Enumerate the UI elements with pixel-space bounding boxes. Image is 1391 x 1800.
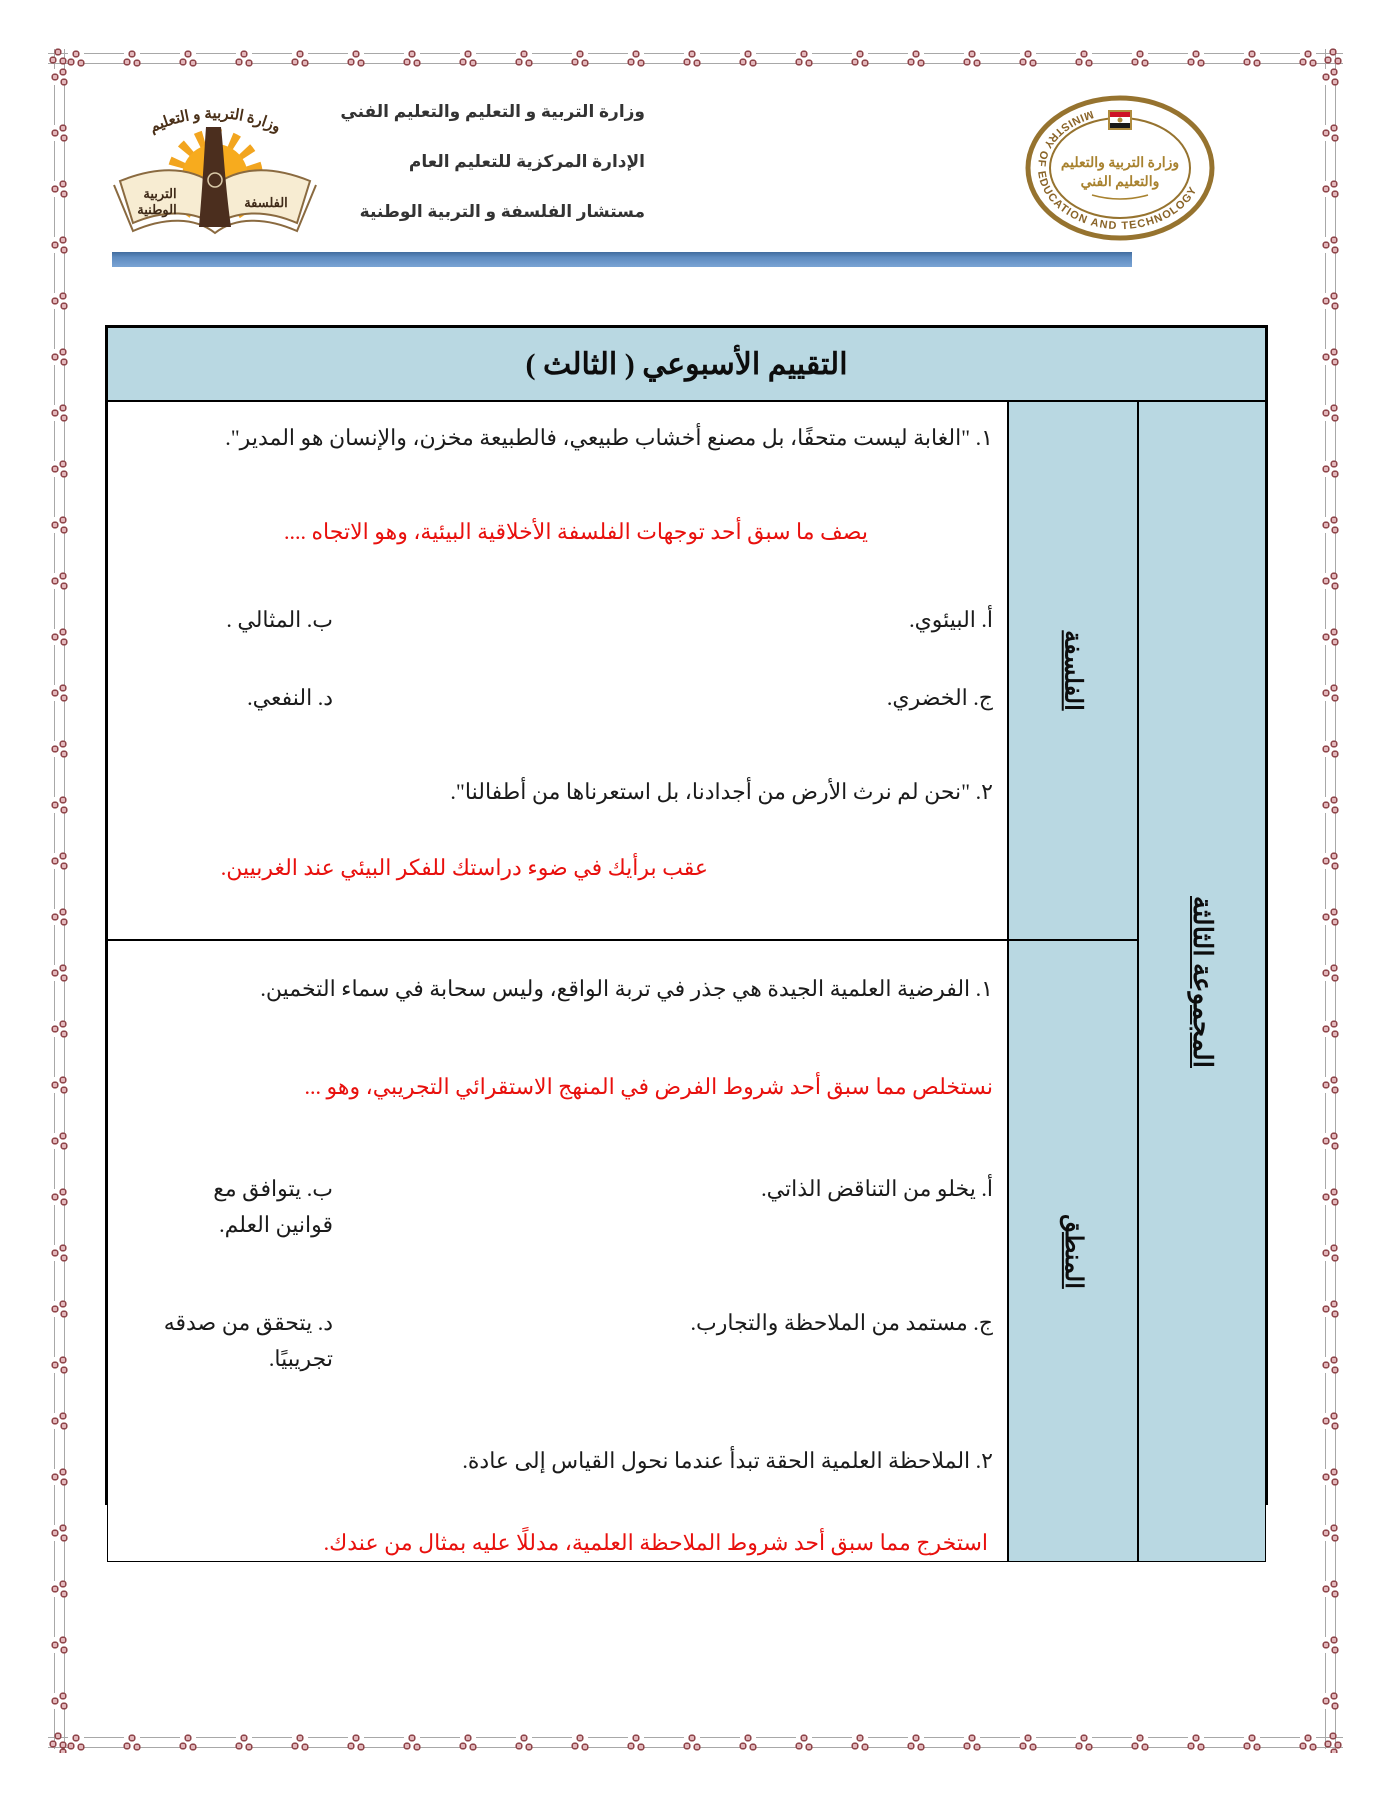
logic-option-d: د. يتحقق من صدقه تجريبيًا. <box>163 1310 333 1371</box>
logic-section <box>107 940 1008 1562</box>
logo-left-page-label-1: التربية <box>143 186 177 201</box>
assessment-table <box>105 325 1268 1555</box>
assessment-title: التقييم الأسبوعي ( الثالث ) <box>107 327 1266 401</box>
border-corner-dots <box>48 1731 68 1751</box>
logic-subject-cell <box>1008 940 1138 1562</box>
logic-question-2-instruction: استخرج مما سبق أحد شروط الملاحظة العلمية، مدللًا عليه بمثال من عندك. <box>323 1530 988 1555</box>
philosophy-question-1-instruction: يصف ما سبق أحد توجهات الفلسفة الأخلاقية البيئية، وهو الاتجاه .... <box>284 519 868 544</box>
philosophy-question-2-instruction: عقب برأيك في ضوء دراستك للفكر البيئي عند الغربيين. <box>220 855 708 880</box>
border-corner-dots <box>1323 1731 1343 1751</box>
page-border-left <box>50 49 70 1753</box>
seal-center-calligraphy-2: والتعليم الفني <box>1080 175 1160 190</box>
logo-arc-title: وزارة التربية و التعليم <box>147 105 283 136</box>
logic-question-1: ١. الفرضية العلمية الجيدة هي جذر في تربة الواقع، وليس سحابة في سماء التخمين. <box>260 976 993 1001</box>
philosophy-option-a: أ. البيئوي. <box>909 607 993 632</box>
logic-subject-label: المنطق <box>1059 1213 1086 1289</box>
page-border-top <box>48 49 1343 69</box>
ministry-seal <box>1020 95 1220 245</box>
seal-center-calligraphy-1: وزارة التربية والتعليم <box>1060 156 1180 171</box>
border-corner-dots <box>48 47 68 67</box>
logic-question-1-instruction: نستخلص مما سبق أحد شروط الفرض في المنهج الاستقرائي التجريبي، وهو ... <box>304 1074 993 1099</box>
logic-option-b: ب. يتوافق مع قوانين العلم. <box>213 1176 333 1237</box>
egypt-flag-icon <box>1109 111 1131 129</box>
page-border-right <box>1321 49 1341 1753</box>
logic-options-row-1 <box>154 1171 993 1243</box>
page-border-bottom <box>48 1733 1343 1753</box>
ministry-header-text <box>315 87 645 237</box>
philosophy-section <box>107 401 1008 940</box>
header-divider-bar <box>112 252 1132 267</box>
philosophy-option-d: د. النفعي. <box>247 685 333 710</box>
logo-left-page-label-2: الوطنية <box>137 202 177 217</box>
philosophy-option-c: ج. الخضري. <box>886 685 993 710</box>
logo-right-page-label: الفلسفة <box>244 195 288 210</box>
philosophy-question-2: ٢. "نحن لم نرث الأرض من أجدادنا، بل استعرناها من أطفالنا". <box>450 779 993 804</box>
philosophy-options-row-2 <box>154 680 993 716</box>
logic-option-c: ج. مستمد من الملاحظة والتجارب. <box>690 1310 993 1335</box>
ministry-line-2: الإدارة المركزية للتعليم العام <box>408 152 645 171</box>
logic-options-row-2 <box>154 1305 993 1377</box>
philosophy-subject-label: الفلسفة <box>1059 630 1086 711</box>
philosophy-subject-cell <box>1008 401 1138 940</box>
logic-option-a: أ. يخلو من التناقض الذاتي. <box>761 1176 993 1201</box>
philosophy-options-row-1 <box>154 602 993 638</box>
ministry-line-1: وزارة التربية و التعليم والتعليم الفني <box>340 102 645 121</box>
philosophy-department-logo <box>100 85 330 255</box>
philosophy-option-b: ب. المثالي . <box>226 607 333 632</box>
ministry-line-3: مستشار الفلسفة و التربية الوطنية <box>359 202 645 221</box>
philosophy-question-1: ١. "الغابة ليست متحفًا، بل مصنع أخشاب طبيعي، فالطبيعة مخزن، والإنسان هو المدير". <box>225 425 993 450</box>
logic-question-2: ٢. الملاحظة العلمية الحقة تبدأ عندما نحول القياس إلى عادة. <box>462 1448 993 1473</box>
group-cell <box>1138 401 1266 1562</box>
seal-ring-label: MINISTRY OF EDUCATION AND TECHNOLOGY <box>1034 107 1200 233</box>
border-corner-dots <box>1323 47 1343 67</box>
group-label: المجموعة الثالثة <box>1188 895 1217 1068</box>
